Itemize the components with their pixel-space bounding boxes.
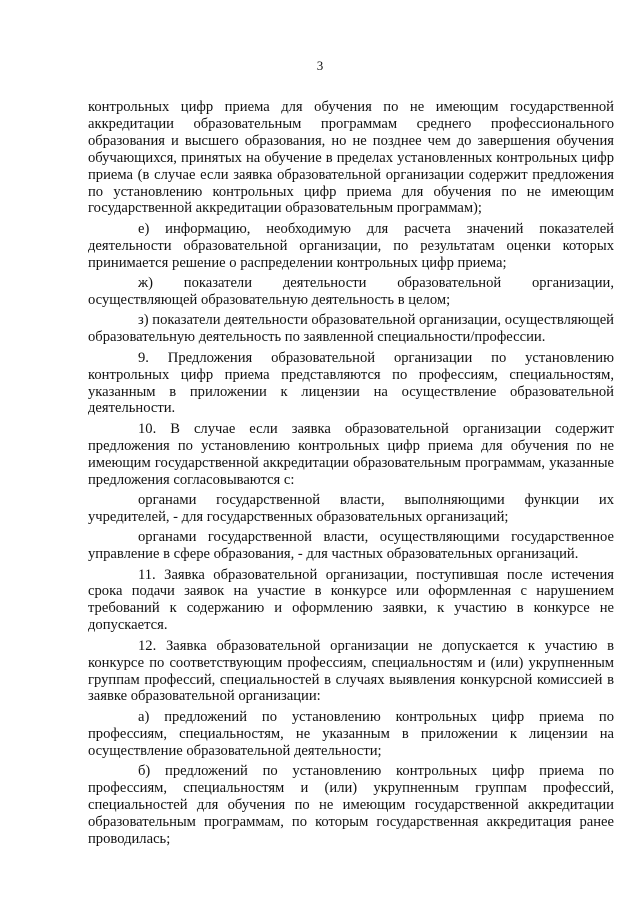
document-body <box>88 99 614 851</box>
page-number: 3 <box>316 58 324 73</box>
paragraph-clause-9: 9. Предложения образовательной организации по установлению контрольных цифр приема представляются по профессиям, специальностям, указанным в приложении к лицензии на осуществление образовательной деятельности. <box>88 349 614 417</box>
paragraph-continuation: контрольных цифр приема для обучения по не имеющим государственной аккредитации образовательным программам среднего профессионального образования и высшего образования, но не позднее чем до завершения обучения обучающихся, принятых на обучение в пределах установленных контрольных цифр приема (в случае если заявка образовательной организации содержит предложения по установлению контрольных цифр приема для обучения по не имеющим государственной аккредитации образовательным программам); <box>88 99 614 217</box>
paragraph-item-b: б) предложений по установлению контрольных цифр приема по профессиям, специальностям и (или) укрупненным группам профессий, специальностей для обучения по не имеющим государственной аккредитации образовательным программам, по которым государственная аккредитация ранее проводилась; <box>88 763 614 847</box>
paragraph-clause-10: 10. В случае если заявка образовательной организации содержит предложения по установлению контрольных цифр приема для обучения по не имеющим государственной аккредитации образовательным программам, указанные предложения согласовываются с: <box>88 420 614 488</box>
paragraph-item-z: з) показатели деятельности образовательной организации, осуществляющей образовательную деятельность по заявленной специальности/профессии. <box>88 312 614 346</box>
paragraph-clause-12: 12. Заявка образовательной организации не допускается к участию в конкурсе по соответствующим профессиям, специальностям и (или) укрупненным группам профессий, специальностей в случаях выявления конкурсной комиссией в заявке образовательной организации: <box>88 637 614 705</box>
paragraph-clause-11: 11. Заявка образовательной организации, поступившая после истечения срока подачи заявок на участие в конкурсе или оформленная с нарушением требований к содержанию и оформлению заявки, к участию в конкурсе не допускается. <box>88 566 614 634</box>
paragraph-item-e: е) информацию, необходимую для расчета значений показателей деятельности образовательной организации, по результатам оценки которых принимается решение о распределении контрольных цифр приема; <box>88 220 614 271</box>
paragraph-item-a: а) предложений по установлению контрольных цифр приема по профессиям, специальностям, не указанным в приложении к лицензии на осуществление образовательной деятельности; <box>88 708 614 759</box>
paragraph-clause-10-private: органами государственной власти, осуществляющими государственное управление в сфере образования, - для частных образовательных организаций. <box>88 529 614 563</box>
paragraph-item-zh: ж) показатели деятельности образовательной организации, осуществляющей образовательную деятельность в целом; <box>88 275 614 308</box>
paragraph-clause-10-state: органами государственной власти, выполняющими функции их учредителей, - для государственных образовательных организаций; <box>88 491 614 525</box>
